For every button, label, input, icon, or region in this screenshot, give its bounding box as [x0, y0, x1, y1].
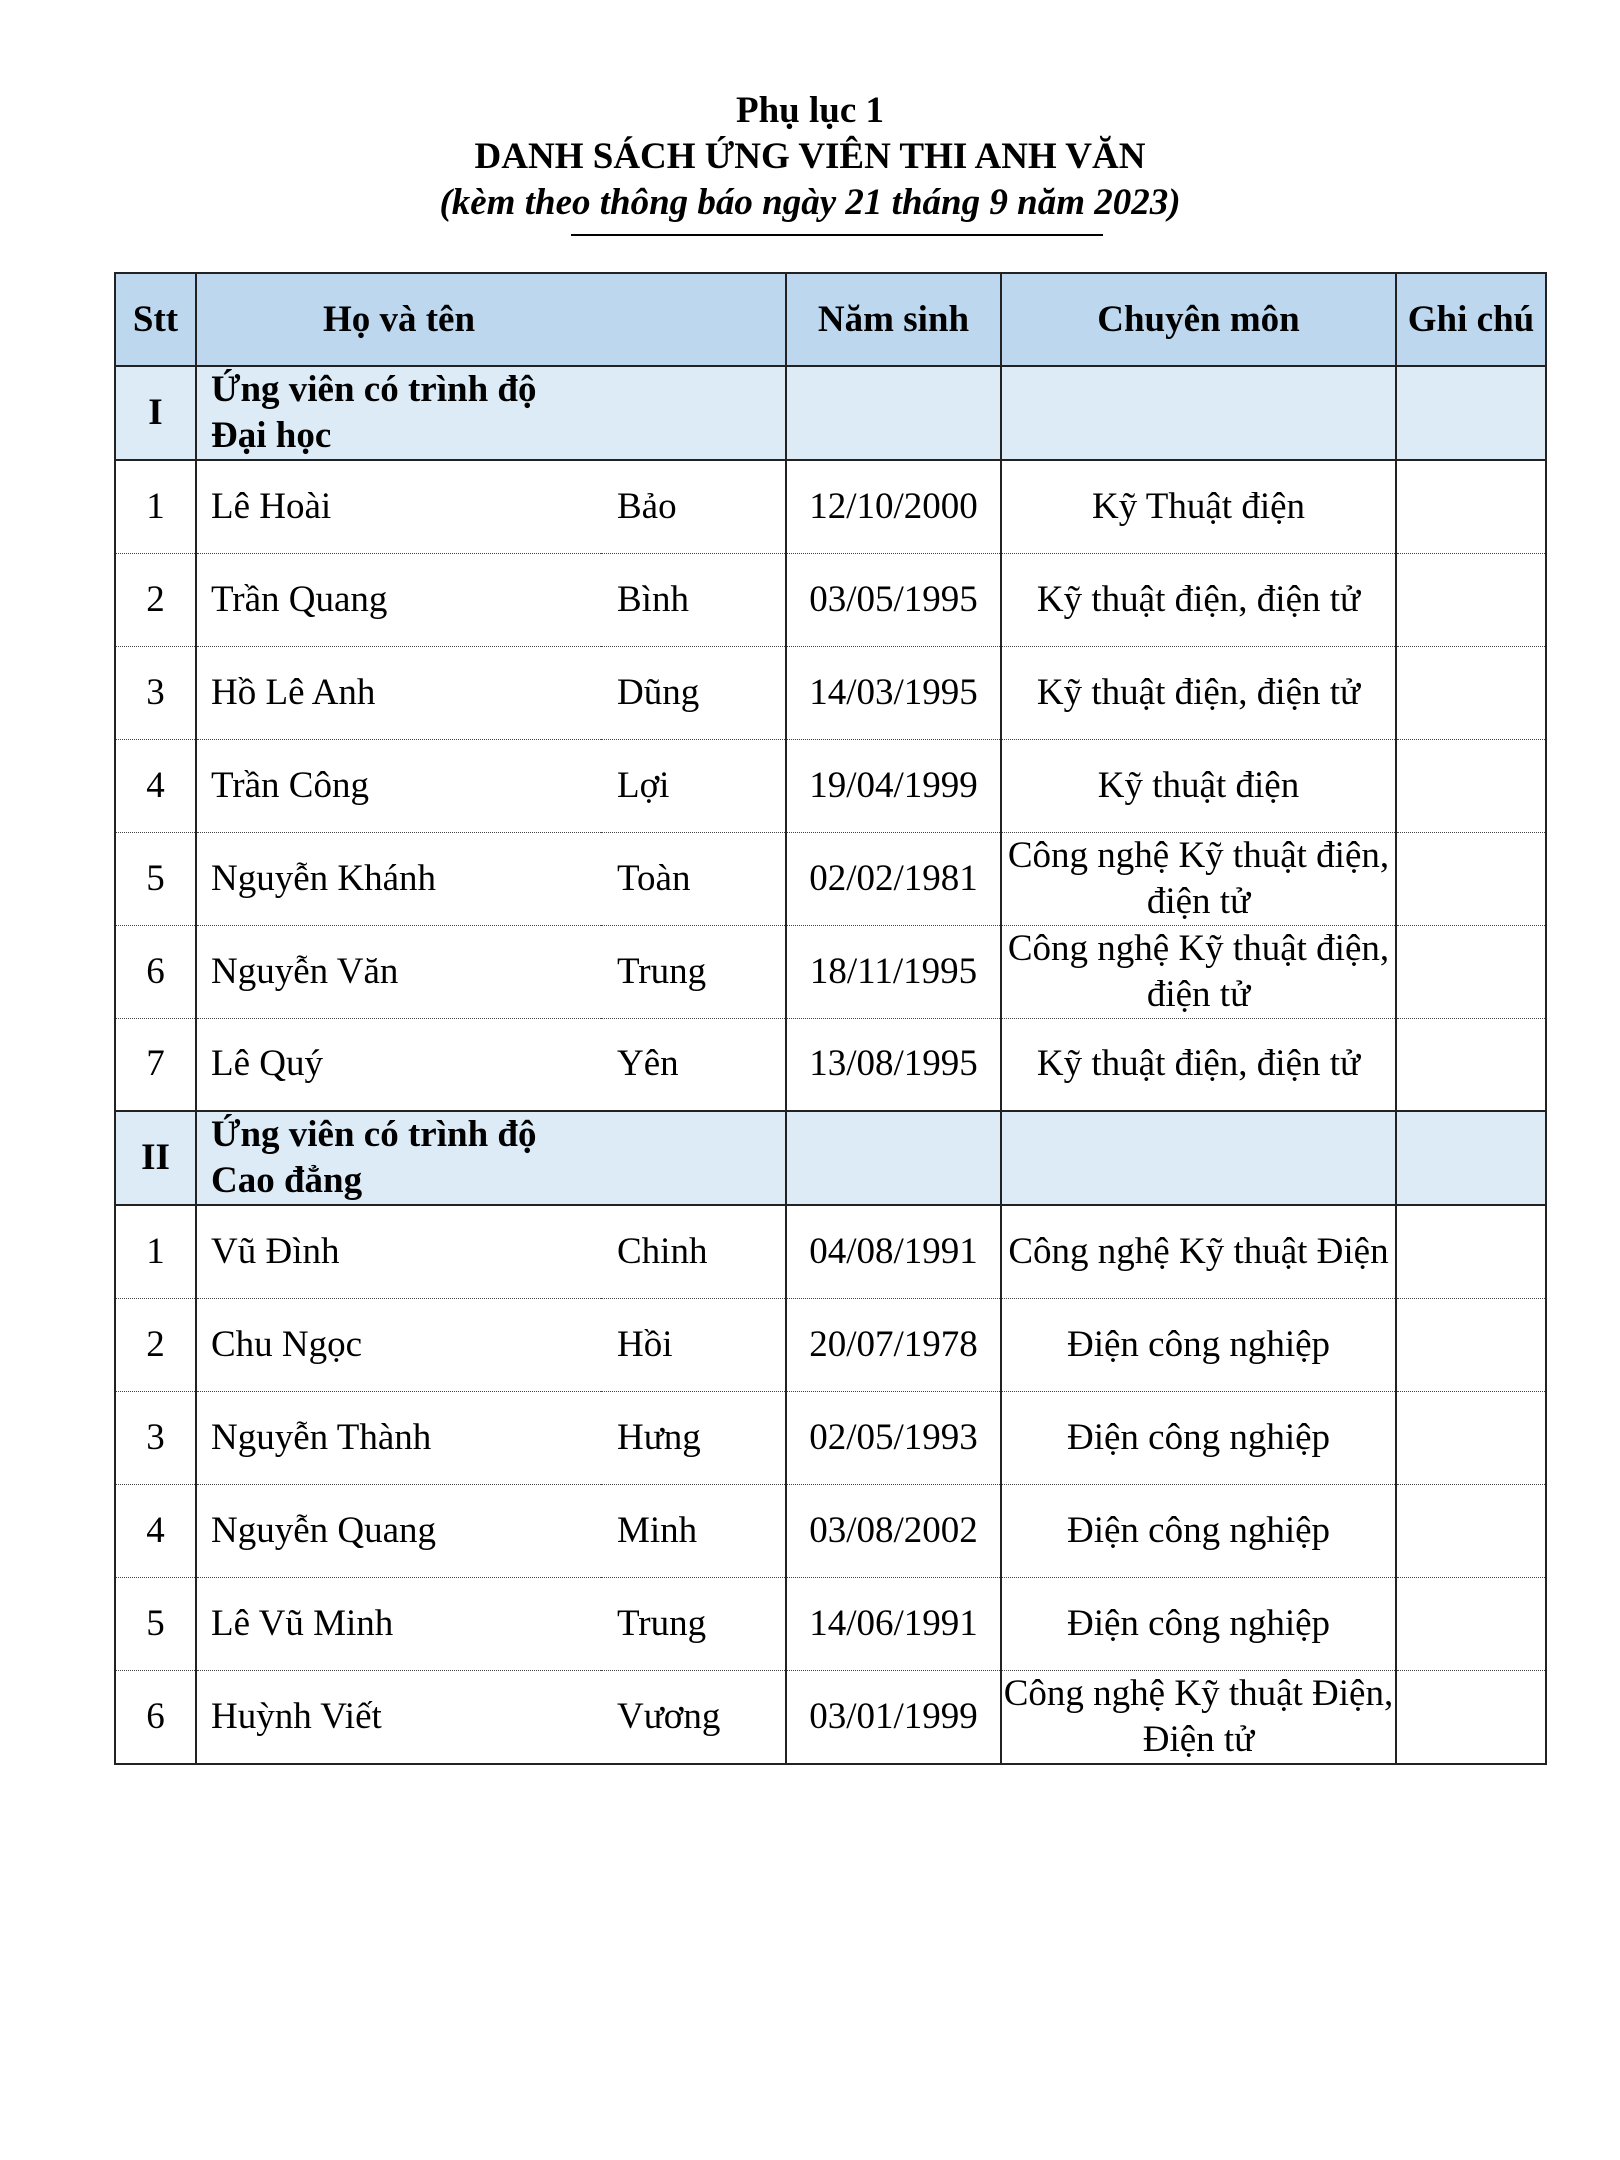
cell-stt: 6	[115, 925, 196, 1018]
cell-note	[1396, 1577, 1546, 1670]
cell-stt: 2	[115, 553, 196, 646]
candidate-table	[114, 272, 1547, 1765]
cell-specialty: Công nghệ Kỹ thuật Điện	[1001, 1205, 1396, 1298]
section-blank-cell	[1001, 366, 1396, 460]
cell-family-name: Vũ Đình	[196, 1205, 601, 1298]
cell-given-name: Hưng	[601, 1391, 786, 1484]
section-blank-cell	[786, 366, 1001, 460]
section-title: Ứng viên có trình độ Cao đẳng	[196, 1111, 601, 1205]
cell-birth-date: 18/11/1995	[786, 925, 1001, 1018]
cell-stt: 1	[115, 460, 196, 553]
section-row	[115, 366, 1546, 460]
cell-birth-date: 04/08/1991	[786, 1205, 1001, 1298]
cell-note	[1396, 1670, 1546, 1764]
cell-family-name: Nguyễn Thành	[196, 1391, 601, 1484]
document-header	[0, 88, 1620, 226]
cell-given-name: Chinh	[601, 1205, 786, 1298]
cell-specialty: Kỹ thuật điện	[1001, 739, 1396, 832]
cell-given-name: Vương	[601, 1670, 786, 1764]
section-blank-cell	[1396, 366, 1546, 460]
cell-note	[1396, 646, 1546, 739]
cell-given-name: Yên	[601, 1018, 786, 1111]
cell-specialty: Điện công nghiệp	[1001, 1298, 1396, 1391]
cell-specialty: Kỹ thuật điện, điện tử	[1001, 646, 1396, 739]
cell-family-name: Huỳnh Viết	[196, 1670, 601, 1764]
cell-family-name: Hồ Lê Anh	[196, 646, 601, 739]
header-note: Ghi chú	[1396, 273, 1546, 366]
cell-specialty: Điện công nghiệp	[1001, 1391, 1396, 1484]
cell-birth-date: 03/08/2002	[786, 1484, 1001, 1577]
cell-stt: 3	[115, 646, 196, 739]
cell-family-name: Chu Ngọc	[196, 1298, 601, 1391]
header-specialty: Chuyên môn	[1001, 273, 1396, 366]
cell-given-name: Toàn	[601, 832, 786, 925]
cell-specialty: Công nghệ Kỹ thuật điện, điện tử	[1001, 925, 1396, 1018]
cell-stt: 5	[115, 832, 196, 925]
cell-birth-date: 20/07/1978	[786, 1298, 1001, 1391]
cell-specialty: Công nghệ Kỹ thuật điện, điện tử	[1001, 832, 1396, 925]
section-numeral: II	[115, 1111, 196, 1205]
table-row	[115, 460, 1546, 553]
cell-given-name: Bảo	[601, 460, 786, 553]
cell-stt: 4	[115, 739, 196, 832]
cell-specialty: Công nghệ Kỹ thuật Điện, Điện tử	[1001, 1670, 1396, 1764]
table-row	[115, 1484, 1546, 1577]
section-blank-cell	[601, 366, 786, 460]
cell-specialty: Điện công nghiệp	[1001, 1577, 1396, 1670]
table-row	[115, 1577, 1546, 1670]
cell-specialty: Kỹ thuật điện, điện tử	[1001, 553, 1396, 646]
cell-note	[1396, 553, 1546, 646]
cell-birth-date: 12/10/2000	[786, 460, 1001, 553]
section-row	[115, 1111, 1546, 1205]
cell-given-name: Lợi	[601, 739, 786, 832]
cell-stt: 7	[115, 1018, 196, 1111]
cell-specialty: Kỹ Thuật điện	[1001, 460, 1396, 553]
section-blank-cell	[601, 1111, 786, 1205]
cell-note	[1396, 1298, 1546, 1391]
cell-family-name: Lê Quý	[196, 1018, 601, 1111]
table-row	[115, 1018, 1546, 1111]
cell-birth-date: 03/05/1995	[786, 553, 1001, 646]
cell-family-name: Nguyễn Khánh	[196, 832, 601, 925]
cell-note	[1396, 1205, 1546, 1298]
cell-birth-date: 14/03/1995	[786, 646, 1001, 739]
section-blank-cell	[786, 1111, 1001, 1205]
cell-specialty: Kỹ thuật điện, điện tử	[1001, 1018, 1396, 1111]
cell-note	[1396, 739, 1546, 832]
table-row	[115, 646, 1546, 739]
cell-birth-date: 02/02/1981	[786, 832, 1001, 925]
cell-stt: 5	[115, 1577, 196, 1670]
cell-stt: 2	[115, 1298, 196, 1391]
header-full-name: Họ và tên	[196, 273, 601, 366]
section-blank-cell	[1001, 1111, 1396, 1205]
cell-note	[1396, 460, 1546, 553]
table-row	[115, 925, 1546, 1018]
cell-note	[1396, 1018, 1546, 1111]
cell-family-name: Nguyễn Quang	[196, 1484, 601, 1577]
table-row	[115, 553, 1546, 646]
cell-birth-date: 13/08/1995	[786, 1018, 1001, 1111]
cell-specialty: Điện công nghiệp	[1001, 1484, 1396, 1577]
cell-given-name: Trung	[601, 925, 786, 1018]
cell-family-name: Lê Hoài	[196, 460, 601, 553]
cell-given-name: Hồi	[601, 1298, 786, 1391]
cell-birth-date: 14/06/1991	[786, 1577, 1001, 1670]
cell-stt: 4	[115, 1484, 196, 1577]
title-underline	[571, 234, 1103, 236]
cell-birth-date: 02/05/1993	[786, 1391, 1001, 1484]
table-body	[115, 366, 1546, 1764]
cell-given-name: Bình	[601, 553, 786, 646]
table-row	[115, 1391, 1546, 1484]
cell-stt: 1	[115, 1205, 196, 1298]
cell-note	[1396, 925, 1546, 1018]
list-title: DANH SÁCH ỨNG VIÊN THI ANH VĂN	[474, 136, 1146, 177]
appendix-title: Phụ lục 1	[735, 90, 885, 131]
table-row	[115, 1670, 1546, 1764]
section-numeral: I	[115, 366, 196, 460]
header-stt: Stt	[115, 273, 196, 366]
cell-given-name: Dũng	[601, 646, 786, 739]
header-blank	[601, 273, 786, 366]
table-row	[115, 1205, 1546, 1298]
cell-given-name: Minh	[601, 1484, 786, 1577]
section-title: Ứng viên có trình độ Đại học	[196, 366, 601, 460]
table-row	[115, 1298, 1546, 1391]
cell-family-name: Nguyễn Văn	[196, 925, 601, 1018]
cell-stt: 3	[115, 1391, 196, 1484]
cell-family-name: Lê Vũ Minh	[196, 1577, 601, 1670]
cell-family-name: Trần Công	[196, 739, 601, 832]
cell-family-name: Trần Quang	[196, 553, 601, 646]
section-blank-cell	[1396, 1111, 1546, 1205]
cell-note	[1396, 1484, 1546, 1577]
notice-subtitle: (kèm theo thông báo ngày 21 tháng 9 năm 2023)	[439, 182, 1181, 223]
cell-birth-date: 03/01/1999	[786, 1670, 1001, 1764]
header-birth-date: Năm sinh	[786, 273, 1001, 366]
table-row	[115, 739, 1546, 832]
cell-note	[1396, 1391, 1546, 1484]
cell-stt: 6	[115, 1670, 196, 1764]
cell-given-name: Trung	[601, 1577, 786, 1670]
cell-note	[1396, 832, 1546, 925]
table-header-row	[115, 273, 1546, 366]
cell-birth-date: 19/04/1999	[786, 739, 1001, 832]
table-row	[115, 832, 1546, 925]
